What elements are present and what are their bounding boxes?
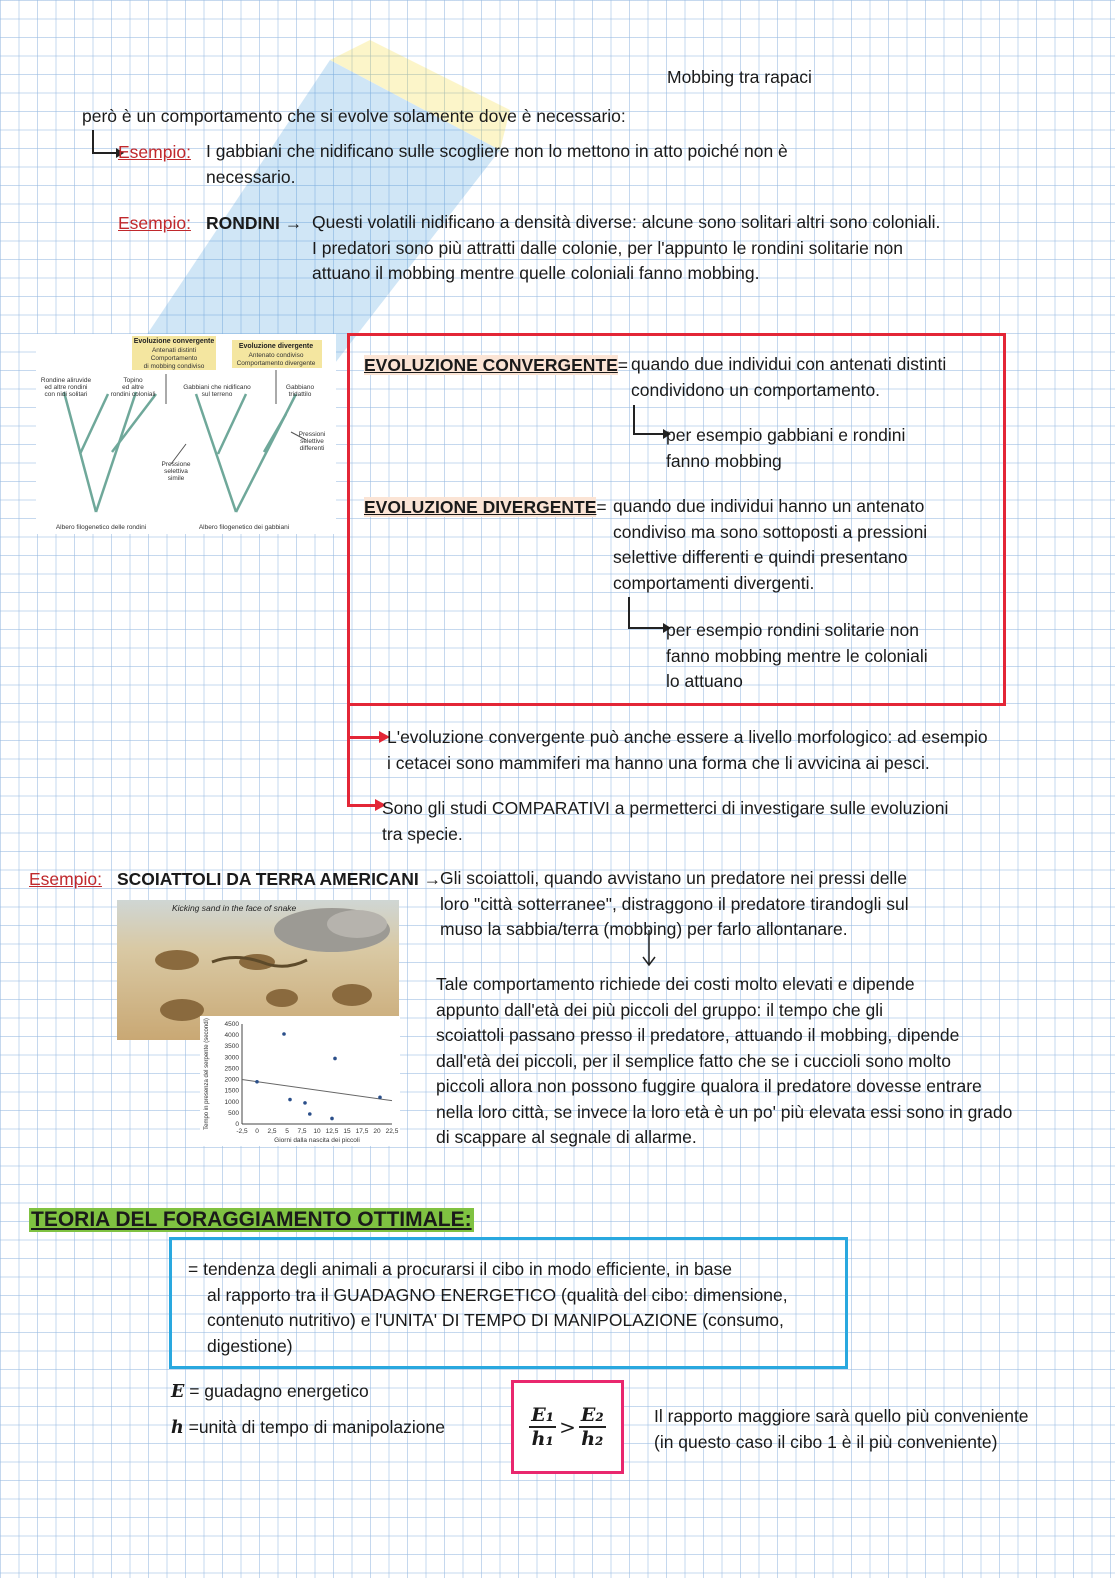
y-tick-label: 2500	[224, 1065, 239, 1073]
example-line: I gabbiani che nidificano sulle scogliere non lo mettono in atto poiché non è	[206, 141, 788, 161]
example-label: Esempio:	[118, 142, 191, 162]
note-line: Sono gli studi COMPARATIVI a permetterci di investigare sulle evoluzioni	[382, 798, 949, 818]
example-line: fanno mobbing	[666, 450, 782, 471]
term-text: EVOLUZIONE CONVERGENTE	[364, 355, 618, 375]
note-line: i cetacei sono mammiferi ma hanno una forma che li avvicina ai pesci.	[387, 752, 930, 773]
note-line: L'evoluzione convergente può anche essere a livello morfologico: ad esempio	[387, 727, 988, 747]
data-point	[378, 1096, 382, 1100]
fraction-1	[529, 1404, 556, 1450]
arrow-connector	[633, 405, 663, 435]
definition-line: comportamenti divergenti.	[613, 572, 815, 593]
y-tick-label: 3500	[224, 1043, 239, 1051]
example-line: per esempio rondini solitarie non	[666, 620, 919, 640]
example-line: lo attuano	[666, 671, 743, 691]
example-line: necessario.	[206, 166, 296, 187]
x-tick-label: 2,5	[267, 1128, 277, 1135]
tree-label: con nidi solitari	[44, 391, 88, 398]
divergent-term	[364, 497, 607, 518]
example-line: loro "città sotterranee", distraggono il predatore tirandogli sul	[440, 893, 909, 914]
x-tick-label: -2,5	[236, 1128, 248, 1135]
example-text	[440, 866, 909, 943]
tree-label: selettiva	[164, 468, 188, 475]
x-tick-label: 12,5	[325, 1128, 339, 1135]
equals-sign: =	[596, 497, 607, 517]
data-point	[303, 1101, 307, 1105]
foraging-conclusion	[654, 1404, 1029, 1455]
fraction-denominator: h₁	[531, 1428, 554, 1450]
y-tick-label: 1500	[224, 1087, 239, 1095]
paragraph-line: appunto dall'età dei più piccoli del gruppo: il tempo che gli	[436, 999, 883, 1020]
tree-label: Comportamento divergente	[236, 360, 316, 367]
tree-label: rondini coloniali	[110, 391, 156, 398]
equals-sign: =	[617, 355, 629, 375]
x-tick-label: 5	[285, 1128, 289, 1135]
tree-label: ed altre rondini	[44, 384, 88, 391]
x-tick-label: 20	[373, 1128, 381, 1135]
note-comparative	[382, 796, 948, 847]
symbol-text: h	[171, 1418, 184, 1438]
example-line: per esempio gabbiani e rondini	[666, 425, 906, 445]
fraction-numerator: E₁	[531, 1404, 555, 1426]
example-line: Questi volatili nidificano a densità diverse: alcune sono solitari altri sono coloniali.	[312, 212, 941, 232]
subject-text: SCOIATTOLI DA TERRA AMERICANI	[117, 869, 419, 889]
tree-label: di mobbing condiviso	[143, 363, 205, 370]
data-point	[288, 1098, 292, 1102]
y-axis-label: Tempo in presenza del serpente (secondi)	[204, 1018, 210, 1130]
down-arrow-icon	[640, 930, 658, 968]
tree-label: sul terreno	[201, 391, 233, 398]
y-tick-label: 2000	[224, 1076, 239, 1084]
definition-line: selettive differenti e quindi presentano	[613, 547, 908, 567]
tree-label: Antenati distinti	[151, 347, 197, 354]
convergent-definition	[631, 352, 946, 403]
y-tick-label: 500	[228, 1109, 239, 1117]
example-text	[312, 210, 940, 287]
divergent-definition	[613, 494, 927, 596]
x-tick-label: 17,5	[355, 1128, 369, 1135]
tree-caption: Albero filogenetico delle rondini	[55, 524, 147, 531]
arrow-connector	[92, 130, 116, 154]
right-arrow-icon: →	[423, 869, 442, 889]
x-tick-label: 15	[343, 1128, 351, 1135]
definition-text: = guadagno energetico	[189, 1381, 369, 1401]
red-arrow-connector	[347, 700, 380, 739]
foraging-definition	[188, 1257, 788, 1359]
example-subject	[117, 869, 441, 890]
fraction-denominator: h₂	[581, 1428, 604, 1450]
convergent-example	[666, 423, 905, 474]
example-line: fanno mobbing mentre le coloniali	[666, 645, 928, 666]
tree-label: Antenato condiviso	[248, 352, 304, 359]
intro-text: però è un comportamento che si evolve solamente dove è necessario:	[82, 106, 626, 126]
tree-label: ed altre	[122, 384, 144, 391]
right-arrow-icon: →	[284, 213, 303, 233]
x-axis-label: Giorni dalla nascita dei piccoli	[274, 1137, 360, 1144]
definition-line: contenuto nutritivo) e l'UNITA' DI TEMPO DI MANIPOLAZIONE (consumo,	[207, 1310, 784, 1330]
y-tick-label: 0	[235, 1121, 239, 1128]
x-tick-label: 0	[255, 1128, 259, 1135]
example-line: muso la sabbia/terra (mobbing) per farlo allontanare.	[440, 919, 848, 939]
convergent-term	[364, 355, 628, 376]
tree-label: Rondine aliruvide	[40, 377, 92, 384]
term-text: EVOLUZIONE DIVERGENTE	[364, 497, 597, 517]
scatter-chart	[200, 1016, 400, 1146]
paragraph-line: dall'età dei piccoli, per il semplice fatto che se i cuccioli sono molto	[436, 1050, 951, 1071]
y-tick-label: 4500	[224, 1021, 239, 1028]
fraction-2	[579, 1404, 606, 1450]
tree-caption: Albero filogenetico dei gabbiani	[198, 524, 290, 531]
paragraph-line: nella loro città, se invece la loro età è un po' più elevata essi sono in grado	[436, 1101, 1013, 1122]
conclusion-line: (in questo caso il cibo 1 è il più conveniente)	[654, 1431, 998, 1452]
symbol-text: E	[171, 1382, 185, 1402]
definition-line: condiviso ma sono sottoposti a pressioni	[613, 521, 928, 542]
definition-line: digestione)	[207, 1335, 293, 1356]
definition-line: quando due individui hanno un antenato	[613, 496, 925, 516]
arrow-connector	[628, 597, 663, 629]
example-line: I predatori sono più attratti dalle colonie, per l'appunto le rondini solitarie non	[312, 237, 903, 258]
page-title: Mobbing tra rapaci	[667, 67, 812, 87]
photo-caption: Kicking sand in the face of snake	[172, 903, 297, 913]
x-tick-label: 7,5	[297, 1128, 307, 1135]
data-point	[330, 1117, 334, 1121]
data-point	[255, 1080, 259, 1084]
example-subject	[206, 213, 302, 234]
tree-label: Evoluzione divergente	[238, 343, 314, 350]
y-tick-label: 3000	[224, 1054, 239, 1062]
paragraph-line: scoiattoli passano presso il predatore, attuando il mobbing, dipende	[436, 1025, 960, 1045]
subject-text: RONDINI	[206, 213, 280, 233]
definition-text: =unità di tempo di manipolazione	[188, 1417, 445, 1437]
phylogenetic-figure	[36, 334, 336, 534]
tree-label: Gabbiano	[285, 384, 315, 391]
data-point	[308, 1112, 312, 1116]
definition-line: quando due individui con antenati distinti	[631, 354, 947, 374]
fraction-numerator: E₂	[580, 1404, 604, 1426]
definition-line: = tendenza degli animali a procurarsi il cibo in modo efficiente, in base	[188, 1259, 732, 1279]
x-tick-label: 10	[313, 1128, 321, 1135]
paragraph-line: piccoli allora non possono fuggire qualora il predatore dovesse entrare	[436, 1076, 982, 1096]
tree-label: Topino	[123, 377, 143, 384]
red-arrow-connector	[347, 736, 376, 807]
tree-label: Evoluzione convergente	[133, 338, 215, 345]
example-line: attuano il mobbing mentre quelle coloniali fanno mobbing.	[312, 263, 760, 283]
y-tick-label: 4000	[224, 1032, 239, 1040]
example-label: Esempio:	[29, 869, 102, 889]
trend-line	[242, 1080, 392, 1101]
variable-e	[171, 1381, 369, 1402]
greater-than-sign: >	[559, 1415, 576, 1439]
definition-line: al rapporto tra il GUADAGNO ENERGETICO (qualità del cibo: dimensione,	[207, 1284, 788, 1305]
scatter-chart-svg	[200, 1016, 400, 1146]
tree-label: Pressioni	[298, 431, 326, 438]
tree-label: selettive	[300, 438, 324, 445]
formula-box	[511, 1380, 624, 1474]
note-line: tra specie.	[382, 823, 463, 844]
x-tick-label: 22,5	[385, 1128, 399, 1135]
conclusion-line: Il rapporto maggiore sarà quello più conveniente	[654, 1406, 1029, 1426]
paragraph-line: Tale comportamento richiede dei costi molto elevati e dipende	[436, 974, 915, 994]
data-point	[282, 1032, 286, 1036]
example-text	[206, 139, 788, 190]
tree-label: differenti	[299, 445, 325, 452]
section-title: TEORIA DEL FORAGGIAMENTO OTTIMALE:	[31, 1208, 472, 1231]
tree-label: Comportamento	[150, 355, 198, 362]
tree-label: Gabbiani che nidificano	[183, 384, 251, 391]
squirrel-paragraph	[436, 972, 1012, 1151]
note-morphological	[387, 725, 988, 776]
tree-label: Pressione	[161, 461, 191, 468]
tree-label: tridattilo	[288, 391, 312, 398]
tree-label: simile	[167, 475, 185, 482]
example-label: Esempio:	[118, 213, 191, 233]
paragraph-line: di scappare al segnale di allarme.	[436, 1127, 697, 1147]
variable-h	[171, 1417, 445, 1438]
example-line: Gli scoiattoli, quando avvistano un predatore nei pressi delle	[440, 868, 907, 888]
phylogenetic-tree	[36, 334, 336, 534]
definition-line: condividono un comportamento.	[631, 379, 881, 400]
y-tick-label: 1000	[224, 1098, 239, 1106]
data-point	[333, 1057, 337, 1061]
divergent-example	[666, 618, 928, 695]
